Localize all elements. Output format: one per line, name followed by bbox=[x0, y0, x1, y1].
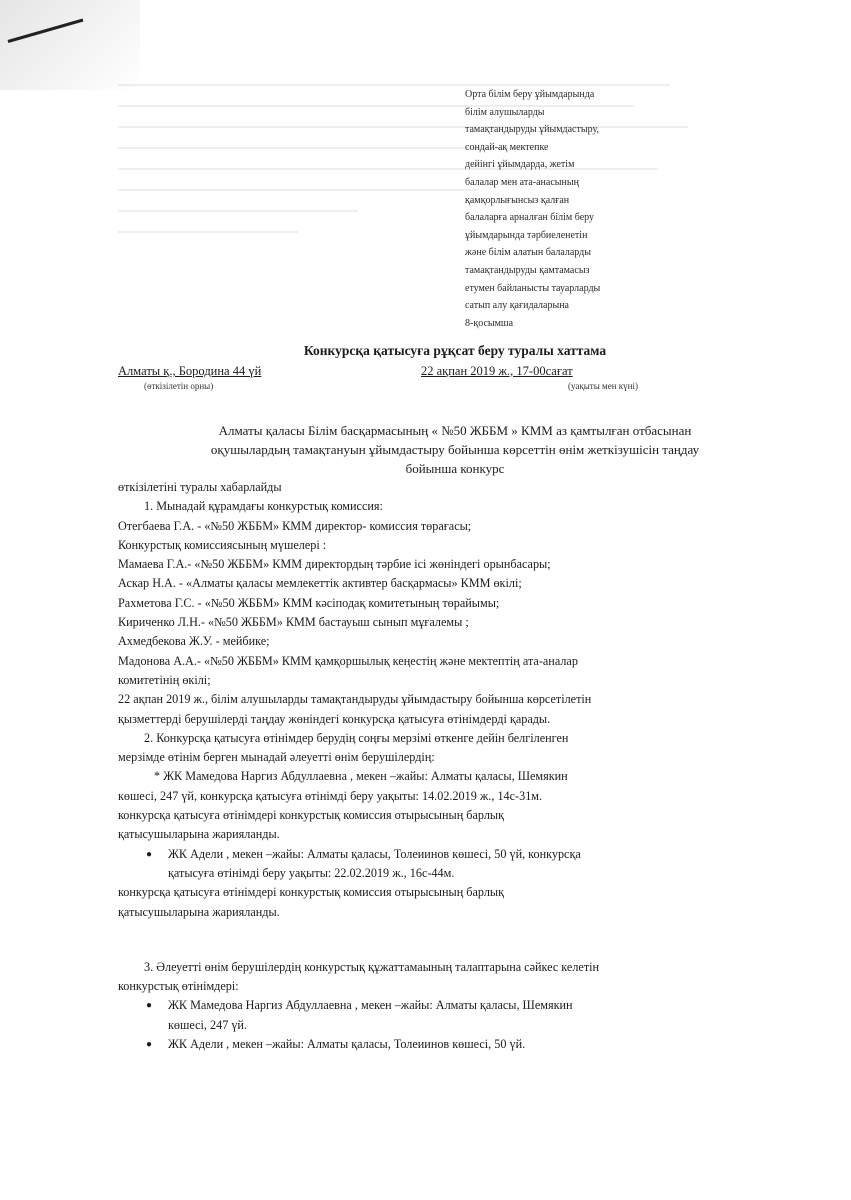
list-item-continuation: көшесі, 247 үй. bbox=[168, 1017, 247, 1032]
annex-line: білім алушыларды bbox=[465, 106, 545, 118]
bullet-icon: ● bbox=[146, 848, 153, 860]
body-line: қатысушыларына жарияланды. bbox=[118, 904, 280, 919]
list-item-text: ЖК Адели , мекен –жайы: Алматы қаласы, Толеиинов көшесі, 50 үй. bbox=[168, 1037, 526, 1052]
annex-line: ұйымдарында тәрбиеленетін bbox=[465, 229, 588, 241]
heading-line: бойынша конкурс bbox=[405, 461, 505, 476]
body-line: Отегбаева Г.А. - «№50 ЖББМ» КММ директор- комиссия төрағасы; bbox=[118, 518, 472, 533]
spacer bbox=[118, 922, 808, 958]
list-item-text: ЖК Мамедова Наргиз Абдуллаевна , мекен –жайы: Алматы қаласы, Шемякин bbox=[168, 998, 573, 1013]
body-line: конкурсқа қатысуға өтінімдері конкурстық комиссия отырысының барлық bbox=[118, 808, 505, 823]
annex-line: қамқорлығынсыз қалған bbox=[465, 194, 570, 206]
place-hint: (өткізілетін орны) bbox=[144, 381, 214, 391]
document-title: Конкурсқа қатысуға рұқсат беру туралы хаттама bbox=[303, 343, 607, 358]
document-body bbox=[118, 478, 808, 1054]
annex-line: дейінгі ұйымдарда, жетім bbox=[465, 159, 575, 171]
heading-line: Алматы қаласы Білім басқармасының « №50 ЖББМ » КММ аз қамтылған отбасынан bbox=[218, 423, 692, 438]
list-item bbox=[118, 845, 808, 864]
body-line: Ахмедбекова Ж.У. - мейбике; bbox=[118, 634, 270, 649]
body-line: Мадонова А.А.- «№50 ЖББМ» КММ қамқоршылық кеңестің және мектептің ата-аналар bbox=[118, 653, 578, 668]
announcement-heading bbox=[110, 421, 800, 478]
body-line: қатысушыларына жарияланды. bbox=[118, 827, 280, 842]
body-line: Кириченко Л.Н.- «№50 ЖББМ» КММ бастауыш сынып мұғалемы ; bbox=[118, 615, 469, 630]
list-item bbox=[118, 996, 808, 1015]
body-line: Аскар Н.А. - «Алматы қаласы мемлекеттік активтер басқармасы» КММ өкілі; bbox=[118, 576, 522, 591]
annex-line: сондай-ақ мектепке bbox=[465, 141, 549, 153]
body-line: 22 ақпан 2019 ж., білім алушыларды тамақтандыруды ұйымдастыру бойынша көрсетілетін bbox=[118, 692, 592, 707]
annex-line: балаларға арналған білім беру bbox=[465, 212, 595, 224]
annex-line: балалар мен ата-анасының bbox=[465, 176, 579, 188]
list-item bbox=[118, 1035, 808, 1054]
annex-line: сатып алу қағидаларына bbox=[465, 300, 569, 312]
body-line: көшесі, 247 үй, конкурсқа қатысуға өтінімді беру уақыты: 14.02.2019 ж., 14с-31м. bbox=[118, 788, 543, 803]
body-line: Рахметова Г.С. - «№50 ЖББМ» КММ кәсіподақ комитетының төрайымы; bbox=[118, 595, 500, 610]
section-heading: 1. Мынадай құрамдағы конкурстық комиссия: bbox=[144, 499, 383, 514]
section-heading: 2. Конкурсқа қатысуға өтінімдер берудің соңғы мерзімі өткенге дейін белгіленген bbox=[144, 730, 569, 745]
scan-corner-shadow bbox=[0, 0, 140, 90]
body-line: өткізілетіні туралы хабарлайды bbox=[118, 480, 282, 494]
annex-line: Орта білім беру ұйымдарында bbox=[465, 89, 595, 100]
annex-line: тамақтандыруды ұйымдастыру, bbox=[465, 124, 599, 136]
bullet-icon: ● bbox=[146, 1000, 153, 1012]
heading-line: оқушылардың тамақтануын ұйымдастыру бойынша көрсеттін өнім жеткізушісін таңдау bbox=[210, 442, 700, 457]
annex-line: етумен байланысты тауарларды bbox=[465, 282, 601, 294]
body-line: * ЖК Мамедова Наргиз Абдуллаевна , мекен –жайы: Алматы қаласы, Шемякин bbox=[154, 769, 568, 784]
bullet-icon: ● bbox=[146, 1039, 153, 1051]
annex-note bbox=[465, 86, 695, 332]
list-item-text: ЖК Адели , мекен –жайы: Алматы қаласы, Толеиинов көшесі, 50 үй, конкурсқа bbox=[168, 846, 581, 861]
list-item-continuation: қатысуға өтінімді беру уақыты: 22.02.2019 ж., 16с-44м. bbox=[168, 865, 455, 880]
datetime-value: 22 ақпан 2019 ж., 17-00сағат bbox=[421, 364, 573, 378]
place-value: Алматы қ., Бородина 44 үй bbox=[118, 364, 262, 378]
body-line: Конкурстық комиссиясының мүшелері : bbox=[118, 537, 327, 552]
body-line: қызметтерді берушілерді таңдау жөніндегі конкурсқа қатысуға өтінімдерді қарады. bbox=[118, 711, 551, 726]
body-line: конкурстық өтінімдері: bbox=[118, 979, 239, 994]
body-line: конкурсқа қатысуға өтінімдері конкурстық комиссия отырысының барлық bbox=[118, 885, 505, 900]
annex-line: және білім алатын балаларды bbox=[465, 247, 591, 259]
body-line: мерзімде өтінім берген мынадай әлеуетті өнім берушілердің: bbox=[118, 750, 435, 765]
body-line: комитетінің өкілі; bbox=[118, 672, 211, 687]
body-line: Мамаева Г.А.- «№50 ЖББМ» КММ директордың тәрбие ісі жөніндегі орынбасары; bbox=[118, 557, 551, 572]
section-heading: 3. Әлеуетті өнім берушілердің конкурстық құжаттамаының талаптарына сәйкес келетін bbox=[144, 959, 600, 974]
annex-line: тамақтандыруды қамтамасыз bbox=[465, 264, 590, 276]
annex-line: 8-қосымша bbox=[465, 317, 514, 329]
datetime-hint: (уақыты мен күні) bbox=[568, 381, 638, 391]
